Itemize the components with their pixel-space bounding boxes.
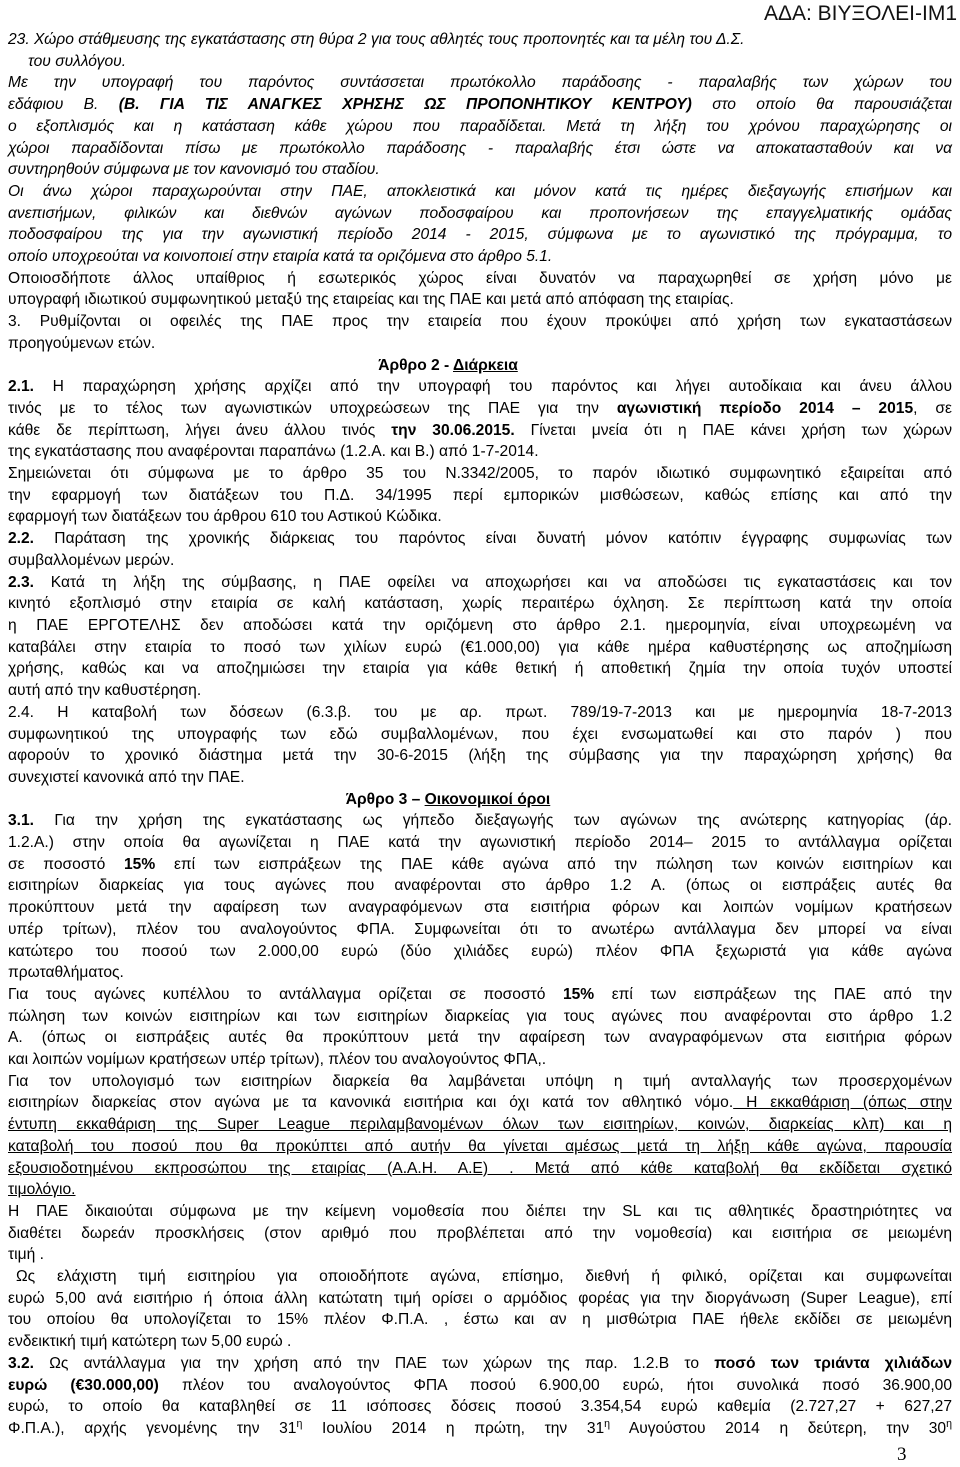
text-run: ευρώ (€30.000,00) xyxy=(8,1376,159,1394)
text-run: αγωνιστική περίοδο 2014 – 2015 xyxy=(616,399,914,417)
text-run: χώροι παραδίδονται πίσω με πρωτόκολλο παράδοσης - παραλαβής έτσι ώστε να αποκατασταθούν και να xyxy=(8,139,952,157)
text-line xyxy=(8,1288,952,1310)
text-run: Για την χρήση της εγκατάστασης ως γήπεδο διεξαγωγής των αγώνων της ανώτερης κατηγορίας (άρ. xyxy=(34,812,952,830)
text-line xyxy=(8,1223,952,1245)
text-line xyxy=(8,1071,952,1093)
text-run: προκύπτουν μετά την αφαίρεση των αναγραφόμενων στα εισιτήρια φόρων και λοιπών νομίμων κρατήσεων xyxy=(8,899,952,917)
text-run: Οικονομικοί όροι xyxy=(424,790,551,808)
text-line xyxy=(8,724,952,746)
text-run: Η ΠΑΕ δικαιούται σύμφωνα με την κείμενη νομοθεσία που διέπει την SL και τις αθλητικές δραστηριότητες να xyxy=(8,1202,952,1220)
text-run: τινός με το τέλος των αγωνιστικών υποχρεώσεων της ΠΑΕ για την xyxy=(8,399,617,417)
superscript-text: η xyxy=(946,1417,953,1430)
text-run: 3. Ρυθμίζονται οι οφειλές της ΠΑΕ προς την εταιρεία που έχουν προκύψει από χρήση των εγκαταστάσεων xyxy=(8,313,952,331)
text-line xyxy=(8,420,952,442)
text-line xyxy=(8,810,952,832)
text-run: 3.2. xyxy=(8,1354,35,1372)
text-line xyxy=(8,203,952,225)
text-line xyxy=(8,1418,952,1440)
text-run: ευρώ 5,00 ανά εισιτήριο ή όποια άλλη κατώτατη τιμή ορίσει ο αρμόδιος φορέας για την διοργάνωση (Super League), επί xyxy=(8,1289,952,1307)
text-run: αφορούν το χρονικό διάστημα μετά την 30-6-2015 (λήξη της σύμβασης για την παραχώρηση χρήσης) θα xyxy=(8,747,952,765)
text-run: χρήσης, καθώς και να αποζημιώσει την εταιρία για κάθε θετική ή αποθετική ζημία την οποία τυχόν υποστεί xyxy=(8,660,952,678)
text-line xyxy=(8,593,952,615)
text-run: συντηρηθούν σύμφωνα με τον κανονισμό του σταδίου. xyxy=(8,161,380,179)
text-run: επί των εισπράξεων της ΠΑΕ κάθε αγώνα από την πώληση των κοινών εισιτηρίων και xyxy=(155,855,952,873)
text-line xyxy=(8,181,952,203)
text-line xyxy=(8,1396,952,1418)
text-line xyxy=(8,962,952,984)
text-run: Άρθρο 2 - xyxy=(378,356,453,374)
text-run: Οι άνω χώροι παραχωρούνται στην ΠΑΕ, αποκλειστικά και μόνον κατά τις ημέρες διεξαγωγής επισήμων και xyxy=(8,182,952,200)
text-run: την εφαρμογή των διατάξεων του Π.Δ. 34/1995 περί εμπορικών μισθώσεων, καθώς επίσης και από την xyxy=(8,486,952,504)
text-run: Με την υπογραφή του παρόντος συντάσσεται πρωτόκολλο παράδοσης - παραλαβής των χώρων του xyxy=(8,74,952,92)
text-run: ποσό των τριάντα χιλιάδων xyxy=(714,1354,952,1372)
text-run: συμφωνητικού της υπογραφής των εδώ συμβαλλομένων, που έχει ενσωματωθεί και στο παρόν ) που xyxy=(8,725,952,743)
text-line xyxy=(8,463,952,485)
text-run: πλέον του αναλογούντος ΦΠΑ ποσού 6.900,00 ευρώ, ήτοι συνολικά ποσό 36.900,00 xyxy=(158,1376,952,1394)
document-body xyxy=(8,29,952,1440)
text-run: του συλλόγου. xyxy=(28,52,127,70)
text-run: Ιουλίου 2014 η πρώτη, την 31 xyxy=(302,1420,605,1437)
text-run: πρωταθλήματος. xyxy=(8,964,124,982)
text-run: συνεχιστεί κανονικά από την ΠΑΕ. xyxy=(8,768,245,786)
text-run: (Β. ΓΙΑ ΤΙΣ ΑΝΑΓΚΕΣ ΧΡΗΣΗΣ ΩΣ ΠΡΟΠΟΝΗΤΙΚΟΥ ΚΕΝΤΡΟΥ) xyxy=(118,96,692,114)
text-line xyxy=(8,550,952,572)
text-line xyxy=(8,1244,952,1266)
text-run: αυτή από την καθυστέρηση. xyxy=(8,682,202,700)
text-run: , σε xyxy=(913,399,952,417)
text-run: ποδοσφαίρου της για την αγωνιστική περίοδο 2014 - 2015, σύμφωνα με το αγωνιστικό της πρόγραμμα, το xyxy=(8,226,952,244)
text-run: οποίο υποχρεούται να κοινοποιεί στην εταιρία κατά τα οριζόμενα στο άρθρο 5.1. xyxy=(8,248,553,266)
text-line xyxy=(8,572,952,594)
text-line xyxy=(8,1027,952,1049)
text-line xyxy=(8,1049,952,1071)
text-run: κατώτερο του ποσού των 2.000,00 ευρώ (δύο χιλιάδες ευρώ) πλέον ΦΠΑ ξεχωριστά για κάθε αγώνα xyxy=(8,942,952,960)
text-line xyxy=(8,268,952,290)
text-run: 2.1. xyxy=(8,378,35,396)
text-run: υπογραφή ιδιωτικού συμφωνητικού μεταξύ της εταιρείας και της ΠΑΕ και μετά από απόφαση της εταιρίας. xyxy=(8,291,734,309)
text-run: κινητό εξοπλισμό στην εταιρία σε καλή κατάσταση, χωρίς περαιτέρω όχληση. Σε περίπτωση κατά την οποία xyxy=(8,595,952,613)
text-run: της εγκατάστασης που αναφέρονται παραπάνω (1.2.Α. και Β.) από 1-7-2014. xyxy=(8,443,539,461)
text-line xyxy=(8,615,952,637)
text-run: την 30.06.2015. xyxy=(391,421,515,439)
text-line xyxy=(8,832,952,854)
text-run: πώληση των κοινών εισιτηρίων και των εισιτηρίων διαρκείας για τους αγώνες που αναφέρονται στο άρθρο 1.2 xyxy=(8,1007,952,1025)
text-line xyxy=(8,984,952,1006)
text-line xyxy=(8,637,952,659)
text-line xyxy=(8,1266,952,1288)
text-run: 2.4. Η καταβολή των δόσεων (6.3.β. του με αρ. πρωτ. 789/19-7-2013 και με ημερομηνία 18-7-2013 xyxy=(8,703,952,721)
text-run: επί των εισπράξεων της ΠΑΕ από την xyxy=(594,985,952,1003)
text-line xyxy=(8,897,952,919)
text-run: Διάρκεια xyxy=(453,356,518,374)
text-line xyxy=(8,246,952,268)
text-run: Για τους αγώνες κυπέλλου το αντάλλαγμα ορίζεται σε ποσοστό xyxy=(8,985,563,1003)
text-line xyxy=(8,1006,952,1028)
text-line xyxy=(8,1309,952,1331)
article-heading xyxy=(8,789,952,811)
text-run: Σημειώνεται ότι σύμφωνα με το άρθρο 35 του Ν.3342/2005, το παρόν ιδιωτικό συμφωνητικό εξαιρείται από xyxy=(8,465,952,483)
text-run: Η εκκαθάριση (όπως στην xyxy=(733,1094,952,1112)
text-run: Άρθρο 3 – xyxy=(345,790,425,808)
text-line xyxy=(8,1353,952,1375)
text-run: εισιτηρίων διαρκείας στον αγώνα με τα κανονικά εισιτήρια και όχι κατά τον αθλητικό νόμο. xyxy=(8,1094,734,1112)
text-run: 2.3. xyxy=(8,573,35,591)
text-line xyxy=(8,138,952,160)
text-line xyxy=(8,159,952,181)
text-line xyxy=(8,702,952,724)
text-line xyxy=(8,311,952,333)
text-run: τιμολόγιο. xyxy=(8,1181,76,1199)
page-number: 3 xyxy=(897,1444,907,1465)
text-run: εξουσιοδοτημένου εκπροσώπου της εταιρίας (Α.Α.Η. Α.Ε) . Μετά από κάθε καταβολή θα εκδίδεται σχετικό xyxy=(8,1159,952,1177)
text-line xyxy=(8,1092,952,1114)
text-line xyxy=(8,94,952,116)
text-line xyxy=(8,941,952,963)
text-run: η ΠΑΕ ΕΡΓΟΤΕΛΗΣ δεν αποδώσει κατά την οριζόμενη στο άρθρο 2.1. ημερομηνία, είναι υποχρεωμένη να xyxy=(8,616,952,634)
article-heading xyxy=(8,355,952,377)
text-run: Παράταση της χρονικής διάρκειας του παρόντος είναι δυνατή μόνον κατόπιν έγγραφης συμφωνίας των xyxy=(34,530,952,548)
text-line xyxy=(8,333,952,355)
text-run: εδάφιου Β. xyxy=(8,96,119,114)
text-line xyxy=(8,658,952,680)
text-line xyxy=(8,745,952,767)
text-run: διαθέτει δωρεάν προσκλήσεις (στον αριθμό που προβλέπεται από την νομοθεσία) και εισιτήρια σε μειωμένη xyxy=(8,1224,952,1242)
text-line xyxy=(8,441,952,463)
text-line xyxy=(8,1201,952,1223)
text-run: σε ποσοστό xyxy=(8,855,124,873)
text-line xyxy=(8,485,952,507)
text-run: Αυγούστου 2014 η δεύτερη, την 30 xyxy=(610,1420,947,1437)
text-run: Ως αντάλλαγμα για την χρήση από την ΠΑΕ των χώρων της παρ. 1.2.Β το xyxy=(34,1354,715,1372)
text-run: Γίνεται μνεία ότι η ΠΑΕ κάνει χρήση των χώρων xyxy=(514,421,952,439)
text-line xyxy=(8,29,952,51)
text-line xyxy=(8,1331,952,1353)
text-line xyxy=(8,680,952,702)
text-line xyxy=(8,854,952,876)
text-run: ενδεικτική τιμή κατώτερη των 5,00 ευρώ . xyxy=(8,1333,292,1351)
text-run: ο εξοπλισμός και η κατάσταση κάθε χώρου που παραδίδεται. Μετά τη λήξη του χρόνου παραχώρησης οι xyxy=(8,117,952,135)
text-run: καταβολή του ποσού που θα προκύπτει από αυτήν θα γίνεται αμέσως μετά τη λήξη κάθε αγώνα, παρουσία xyxy=(8,1137,952,1155)
text-run: εφαρμογή των διατάξεων του άρθρου 610 του Αστικού Κώδικα. xyxy=(8,508,442,526)
text-run: Φ.Π.Α.), αρχής γενομένης την 31 xyxy=(8,1420,297,1437)
text-run: στο οποίο θα παρουσιάζεται xyxy=(691,96,952,114)
text-line xyxy=(8,528,952,550)
text-line xyxy=(8,1179,952,1201)
text-line xyxy=(8,398,952,420)
text-run: Οποιοσδήποτε άλλος υπαίθριος ή εσωτερικός χώρος είναι δυνατόν να παραχωρηθεί σε χρήση μόνο με xyxy=(8,269,952,287)
superscript-text: η xyxy=(296,1417,303,1430)
text-run: ευρώ, το οποίο θα καταβληθεί σε 11 ισόποσες δόσεις ποσού 3.354,54 ευρώ καθεμία (2.727,27 + 627,27 xyxy=(8,1398,952,1416)
text-run: Για τον υπολογισμό των εισιτηρίων διαρκεία θα λαμβάνεται υπόψη η τιμή ανταλλαγής των προσερχομένων xyxy=(8,1072,952,1090)
text-line xyxy=(8,919,952,941)
text-run: καταβάλει στην εταιρία το ποσό των χιλίων ευρώ (€1.000,00) για κάθε ημέρα καθυστέρησης ως αποζημίωση xyxy=(8,638,952,656)
ada-code-header: ΑΔΑ: ΒΙΥΞΟΛΕΙ-ΙΜ1 xyxy=(763,2,957,25)
text-run: του οποίου θα υπολογίζεται το 15% πλέον Φ.Π.Α. , έστω και αν η μισθώτρια ΠΑΕ ήθελε εκδίδει σε μειωμένη xyxy=(8,1311,952,1329)
text-run: προηγούμενων ετών. xyxy=(8,334,156,352)
text-run: και λοιπών νομίμων κρατήσεων υπέρ τρίτων), πλέον του αναλογούντος ΦΠΑ,. xyxy=(8,1051,547,1069)
text-line xyxy=(8,1114,952,1136)
text-line xyxy=(8,376,952,398)
text-run: υπέρ τρίτων), πλέον του αναλογούντος ΦΠΑ. Συμφωνείται ότι το ανωτέρω αντάλλαγμα δεν μπορεί να είναι xyxy=(8,920,952,938)
text-run: Α. (όπως οι εισπράξεις αυτές θα προκύπτουν μετά την αφαίρεση των αναγραφόμενων στα εισιτήρια φόρων xyxy=(8,1029,952,1047)
text-run: κάθε δε περίπτωση, λήγει άνευ άλλου τινός xyxy=(8,421,392,439)
text-line xyxy=(8,506,952,528)
text-line xyxy=(8,72,952,94)
text-run: 23. Χώρο στάθμευσης της εγκατάστασης στη θύρα 2 για τους αθλητές τους προπονητές και τα μέλη του Δ.Σ. xyxy=(8,31,745,48)
text-line xyxy=(8,289,952,311)
text-run: 3.1. xyxy=(8,812,35,830)
text-run: τιμή . xyxy=(8,1246,44,1264)
text-line xyxy=(8,1136,952,1158)
text-run: ανεπισήμων, φιλικών και διεθνών αγώνων ποδοσφαίρου και προπονήσεων της επαγγελματικής ομάδας xyxy=(8,204,952,222)
text-line xyxy=(8,224,952,246)
text-line xyxy=(8,875,952,897)
text-run: 15% xyxy=(562,985,595,1003)
text-line xyxy=(8,1158,952,1180)
text-run: 2.2. xyxy=(8,530,35,548)
text-line xyxy=(8,767,952,789)
text-run: 1.2.Α.) στην οποία θα αγωνίζεται η ΠΑΕ κατά την αγωνιστική περίοδο 2014– 2015 το αντάλλαγμα ορίζεται xyxy=(8,834,952,852)
text-run: εισιτηρίων διαρκείας για τους αγώνες που αναφέρονται στο άρθρο 1.2 Α. (όπως οι εισπράξεις αυτές θα xyxy=(8,877,952,895)
text-run: Ως ελάχιστη τιμή εισιτηρίου για οποιοδήποτε αγώνα, επίσημο, διεθνή ή φιλικό, ορίζεται και συμφωνείται xyxy=(16,1268,952,1286)
text-run: 15% xyxy=(124,855,156,873)
text-run: συμβαλλομένων μερών. xyxy=(8,551,175,569)
text-run: Η παραχώρηση χρήσης αρχίζει από την υπογραφή του παρόντος και λήγει αυτοδίκαια και άνευ άλλου xyxy=(34,378,952,396)
text-line xyxy=(8,51,952,73)
text-line xyxy=(8,1375,952,1397)
text-line xyxy=(8,116,952,138)
text-run: Κατά τη λήξη της σύμβασης, η ΠΑΕ οφείλει να αποχωρήσει και να αποδώσει τις εγκαταστάσεις και τον xyxy=(34,573,952,591)
text-run: έντυπη εκκαθάριση της Super League περιλαμβανομένων όλων των εισιτηρίων, κοινών, διαρκείας κλπ) και η xyxy=(8,1116,952,1134)
superscript-text: η xyxy=(604,1417,611,1430)
